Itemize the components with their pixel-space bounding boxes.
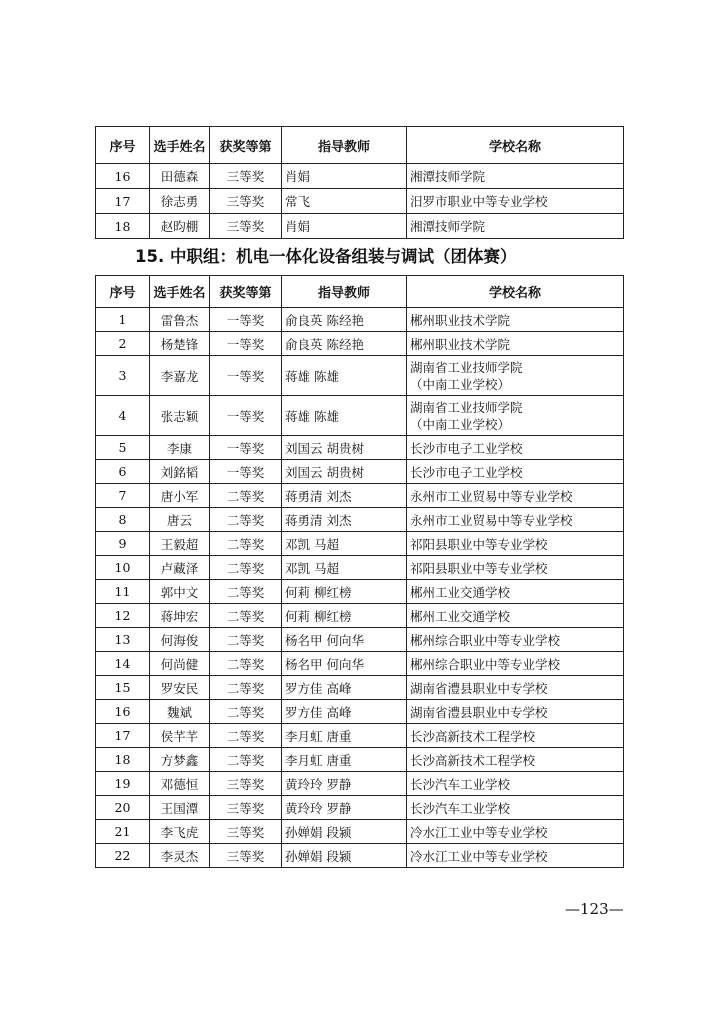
header-contestant-name: 选手姓名 bbox=[150, 276, 210, 308]
cell-number: 15 bbox=[96, 676, 150, 700]
cell-school-name: 郴州综合职业中等专业学校 bbox=[407, 652, 624, 676]
cell-number: 4 bbox=[96, 396, 150, 436]
cell-school-name: 长沙市电子工业学校 bbox=[407, 460, 624, 484]
cell-award-level: 二等奖 bbox=[210, 724, 282, 748]
cell-school-name: 祁阳县职业中等专业学校 bbox=[407, 556, 624, 580]
cell-instructors: 刘国云 胡贵树 bbox=[282, 436, 407, 460]
cell-award-level: 一等奖 bbox=[210, 460, 282, 484]
header-award-level: 获奖等第 bbox=[210, 127, 282, 164]
cell-instructors: 邓凯 马超 bbox=[282, 532, 407, 556]
header-school-name: 学校名称 bbox=[407, 127, 624, 164]
cell-contestant-name: 王毅超 bbox=[150, 532, 210, 556]
cell-instructors: 罗方佳 高峰 bbox=[282, 676, 407, 700]
cell-school-name: 冷水江工业中等专业学校 bbox=[407, 844, 624, 868]
cell-contestant-name: 田德森 bbox=[150, 164, 210, 189]
cell-instructors: 何莉 柳红榜 bbox=[282, 580, 407, 604]
cell-number: 22 bbox=[96, 844, 150, 868]
cell-number: 16 bbox=[96, 700, 150, 724]
table-row bbox=[96, 164, 624, 189]
header-instructors: 指导教师 bbox=[282, 127, 407, 164]
cell-contestant-name: 雷鲁杰 bbox=[150, 308, 210, 332]
cell-contestant-name: 李灵杰 bbox=[150, 844, 210, 868]
cell-award-level: 一等奖 bbox=[210, 396, 282, 436]
cell-award-level: 一等奖 bbox=[210, 356, 282, 396]
header-number: 序号 bbox=[96, 127, 150, 164]
cell-award-level: 三等奖 bbox=[210, 164, 282, 189]
cell-award-level: 一等奖 bbox=[210, 332, 282, 356]
cell-instructors: 蒋雄 陈雄 bbox=[282, 356, 407, 396]
table-body bbox=[96, 164, 624, 239]
cell-school-name: 湘潭技师学院 bbox=[407, 164, 624, 189]
cell-school-name: 长沙市电子工业学校 bbox=[407, 436, 624, 460]
header-award-level: 获奖等第 bbox=[210, 276, 282, 308]
cell-instructors: 蒋勇清 刘杰 bbox=[282, 508, 407, 532]
cell-instructors: 刘国云 胡贵树 bbox=[282, 460, 407, 484]
cell-instructors: 李月虹 唐重 bbox=[282, 748, 407, 772]
cell-instructors: 蒋勇清 刘杰 bbox=[282, 484, 407, 508]
cell-contestant-name: 杨楚锋 bbox=[150, 332, 210, 356]
cell-school-name: 郴州职业技术学院 bbox=[407, 308, 624, 332]
table-row bbox=[96, 556, 624, 580]
cell-contestant-name: 侯芊芊 bbox=[150, 724, 210, 748]
cell-contestant-name: 李康 bbox=[150, 436, 210, 460]
table-row bbox=[96, 356, 624, 396]
awards-table-continued bbox=[95, 126, 624, 239]
cell-award-level: 二等奖 bbox=[210, 676, 282, 700]
cell-school-name: 长沙高新技术工程学校 bbox=[407, 748, 624, 772]
table-row bbox=[96, 844, 624, 868]
table-header-row bbox=[96, 127, 624, 164]
cell-number: 10 bbox=[96, 556, 150, 580]
cell-contestant-name: 何尚健 bbox=[150, 652, 210, 676]
cell-school-name: 永州市工业贸易中等专业学校 bbox=[407, 508, 624, 532]
cell-instructors: 俞良英 陈经艳 bbox=[282, 332, 407, 356]
cell-instructors: 蒋雄 陈雄 bbox=[282, 396, 407, 436]
cell-school-name: 冷水江工业中等专业学校 bbox=[407, 820, 624, 844]
cell-instructors: 罗方佳 高峰 bbox=[282, 700, 407, 724]
cell-award-level: 三等奖 bbox=[210, 844, 282, 868]
table-row bbox=[96, 604, 624, 628]
cell-school-name: 湖南省澧县职业中专学校 bbox=[407, 676, 624, 700]
table-row bbox=[96, 214, 624, 239]
cell-award-level: 三等奖 bbox=[210, 189, 282, 214]
cell-number: 18 bbox=[96, 748, 150, 772]
cell-award-level: 二等奖 bbox=[210, 484, 282, 508]
cell-contestant-name: 魏斌 bbox=[150, 700, 210, 724]
cell-school-name: 郴州工业交通学校 bbox=[407, 604, 624, 628]
cell-school-name: 长沙汽车工业学校 bbox=[407, 772, 624, 796]
cell-number: 7 bbox=[96, 484, 150, 508]
cell-contestant-name: 张志颖 bbox=[150, 396, 210, 436]
cell-award-level: 三等奖 bbox=[210, 214, 282, 239]
table-row bbox=[96, 308, 624, 332]
cell-contestant-name: 郭中文 bbox=[150, 580, 210, 604]
cell-contestant-name: 王国潭 bbox=[150, 796, 210, 820]
table-row bbox=[96, 796, 624, 820]
cell-contestant-name: 徐志勇 bbox=[150, 189, 210, 214]
cell-number: 19 bbox=[96, 772, 150, 796]
cell-award-level: 二等奖 bbox=[210, 700, 282, 724]
table-row bbox=[96, 772, 624, 796]
awards-table-mechatronics bbox=[95, 275, 624, 868]
cell-award-level: 二等奖 bbox=[210, 628, 282, 652]
cell-instructors: 常飞 bbox=[282, 189, 407, 214]
cell-award-level: 三等奖 bbox=[210, 820, 282, 844]
cell-number: 8 bbox=[96, 508, 150, 532]
cell-number: 17 bbox=[96, 189, 150, 214]
cell-number: 21 bbox=[96, 820, 150, 844]
cell-contestant-name: 唐云 bbox=[150, 508, 210, 532]
cell-instructors: 何莉 柳红榜 bbox=[282, 604, 407, 628]
table-row bbox=[96, 508, 624, 532]
cell-award-level: 二等奖 bbox=[210, 748, 282, 772]
table-row bbox=[96, 820, 624, 844]
cell-contestant-name: 方梦鑫 bbox=[150, 748, 210, 772]
table-row bbox=[96, 396, 624, 436]
cell-number: 1 bbox=[96, 308, 150, 332]
cell-instructors: 俞良英 陈经艳 bbox=[282, 308, 407, 332]
cell-contestant-name: 唐小军 bbox=[150, 484, 210, 508]
table-row bbox=[96, 724, 624, 748]
table-row bbox=[96, 436, 624, 460]
table-row bbox=[96, 580, 624, 604]
cell-contestant-name: 刘銘韬 bbox=[150, 460, 210, 484]
cell-contestant-name: 卢藏泽 bbox=[150, 556, 210, 580]
cell-instructors: 孙婵娟 段颍 bbox=[282, 820, 407, 844]
cell-instructors: 杨名甲 何向华 bbox=[282, 628, 407, 652]
cell-number: 14 bbox=[96, 652, 150, 676]
cell-school-name: 郴州工业交通学校 bbox=[407, 580, 624, 604]
table-row bbox=[96, 652, 624, 676]
table-row bbox=[96, 628, 624, 652]
cell-school-name: 湖南省工业技师学院 （中南工业学校） bbox=[407, 356, 624, 396]
table-row bbox=[96, 332, 624, 356]
cell-school-name: 汨罗市职业中等专业学校 bbox=[407, 189, 624, 214]
header-contestant-name: 选手姓名 bbox=[150, 127, 210, 164]
cell-number: 16 bbox=[96, 164, 150, 189]
cell-instructors: 肖娟 bbox=[282, 214, 407, 239]
cell-number: 12 bbox=[96, 604, 150, 628]
table-header-row bbox=[96, 276, 624, 308]
cell-contestant-name: 邓德恒 bbox=[150, 772, 210, 796]
cell-number: 3 bbox=[96, 356, 150, 396]
cell-number: 2 bbox=[96, 332, 150, 356]
cell-number: 11 bbox=[96, 580, 150, 604]
page-number: —123— bbox=[565, 900, 624, 918]
cell-number: 6 bbox=[96, 460, 150, 484]
cell-award-level: 一等奖 bbox=[210, 308, 282, 332]
cell-award-level: 三等奖 bbox=[210, 772, 282, 796]
cell-instructors: 李月虹 唐重 bbox=[282, 724, 407, 748]
cell-school-name: 湖南省澧县职业中专学校 bbox=[407, 700, 624, 724]
cell-instructors: 杨名甲 何向华 bbox=[282, 652, 407, 676]
table-row bbox=[96, 484, 624, 508]
table-row bbox=[96, 189, 624, 214]
table-row bbox=[96, 460, 624, 484]
cell-school-name: 湘潭技师学院 bbox=[407, 214, 624, 239]
table-row bbox=[96, 532, 624, 556]
cell-contestant-name: 罗安民 bbox=[150, 676, 210, 700]
cell-school-name: 长沙汽车工业学校 bbox=[407, 796, 624, 820]
cell-number: 5 bbox=[96, 436, 150, 460]
table-body bbox=[96, 308, 624, 868]
cell-instructors: 肖娟 bbox=[282, 164, 407, 189]
cell-award-level: 二等奖 bbox=[210, 508, 282, 532]
cell-award-level: 三等奖 bbox=[210, 796, 282, 820]
cell-award-level: 一等奖 bbox=[210, 436, 282, 460]
table-row bbox=[96, 676, 624, 700]
cell-award-level: 二等奖 bbox=[210, 556, 282, 580]
cell-number: 17 bbox=[96, 724, 150, 748]
cell-school-name: 郴州综合职业中等专业学校 bbox=[407, 628, 624, 652]
cell-number: 9 bbox=[96, 532, 150, 556]
cell-contestant-name: 李飞虎 bbox=[150, 820, 210, 844]
cell-contestant-name: 蒋坤宏 bbox=[150, 604, 210, 628]
cell-award-level: 二等奖 bbox=[210, 580, 282, 604]
cell-school-name: 永州市工业贸易中等专业学校 bbox=[407, 484, 624, 508]
cell-school-name: 祁阳县职业中等专业学校 bbox=[407, 532, 624, 556]
cell-award-level: 二等奖 bbox=[210, 604, 282, 628]
cell-contestant-name: 李嘉龙 bbox=[150, 356, 210, 396]
cell-number: 18 bbox=[96, 214, 150, 239]
cell-instructors: 邓凯 马超 bbox=[282, 556, 407, 580]
cell-award-level: 二等奖 bbox=[210, 652, 282, 676]
header-school-name: 学校名称 bbox=[407, 276, 624, 308]
section-title: 15. 中职组：机电一体化设备组装与调试（团体赛） bbox=[135, 247, 517, 266]
header-number: 序号 bbox=[96, 276, 150, 308]
cell-number: 13 bbox=[96, 628, 150, 652]
table-row bbox=[96, 700, 624, 724]
cell-school-name: 湖南省工业技师学院 （中南工业学校） bbox=[407, 396, 624, 436]
header-instructors: 指导教师 bbox=[282, 276, 407, 308]
cell-school-name: 郴州职业技术学院 bbox=[407, 332, 624, 356]
cell-award-level: 二等奖 bbox=[210, 532, 282, 556]
cell-instructors: 黄玲玲 罗静 bbox=[282, 772, 407, 796]
cell-instructors: 黄玲玲 罗静 bbox=[282, 796, 407, 820]
cell-school-name: 长沙高新技术工程学校 bbox=[407, 724, 624, 748]
cell-instructors: 孙婵娟 段颍 bbox=[282, 844, 407, 868]
cell-contestant-name: 何海俊 bbox=[150, 628, 210, 652]
cell-contestant-name: 赵昀棚 bbox=[150, 214, 210, 239]
cell-number: 20 bbox=[96, 796, 150, 820]
table-row bbox=[96, 748, 624, 772]
